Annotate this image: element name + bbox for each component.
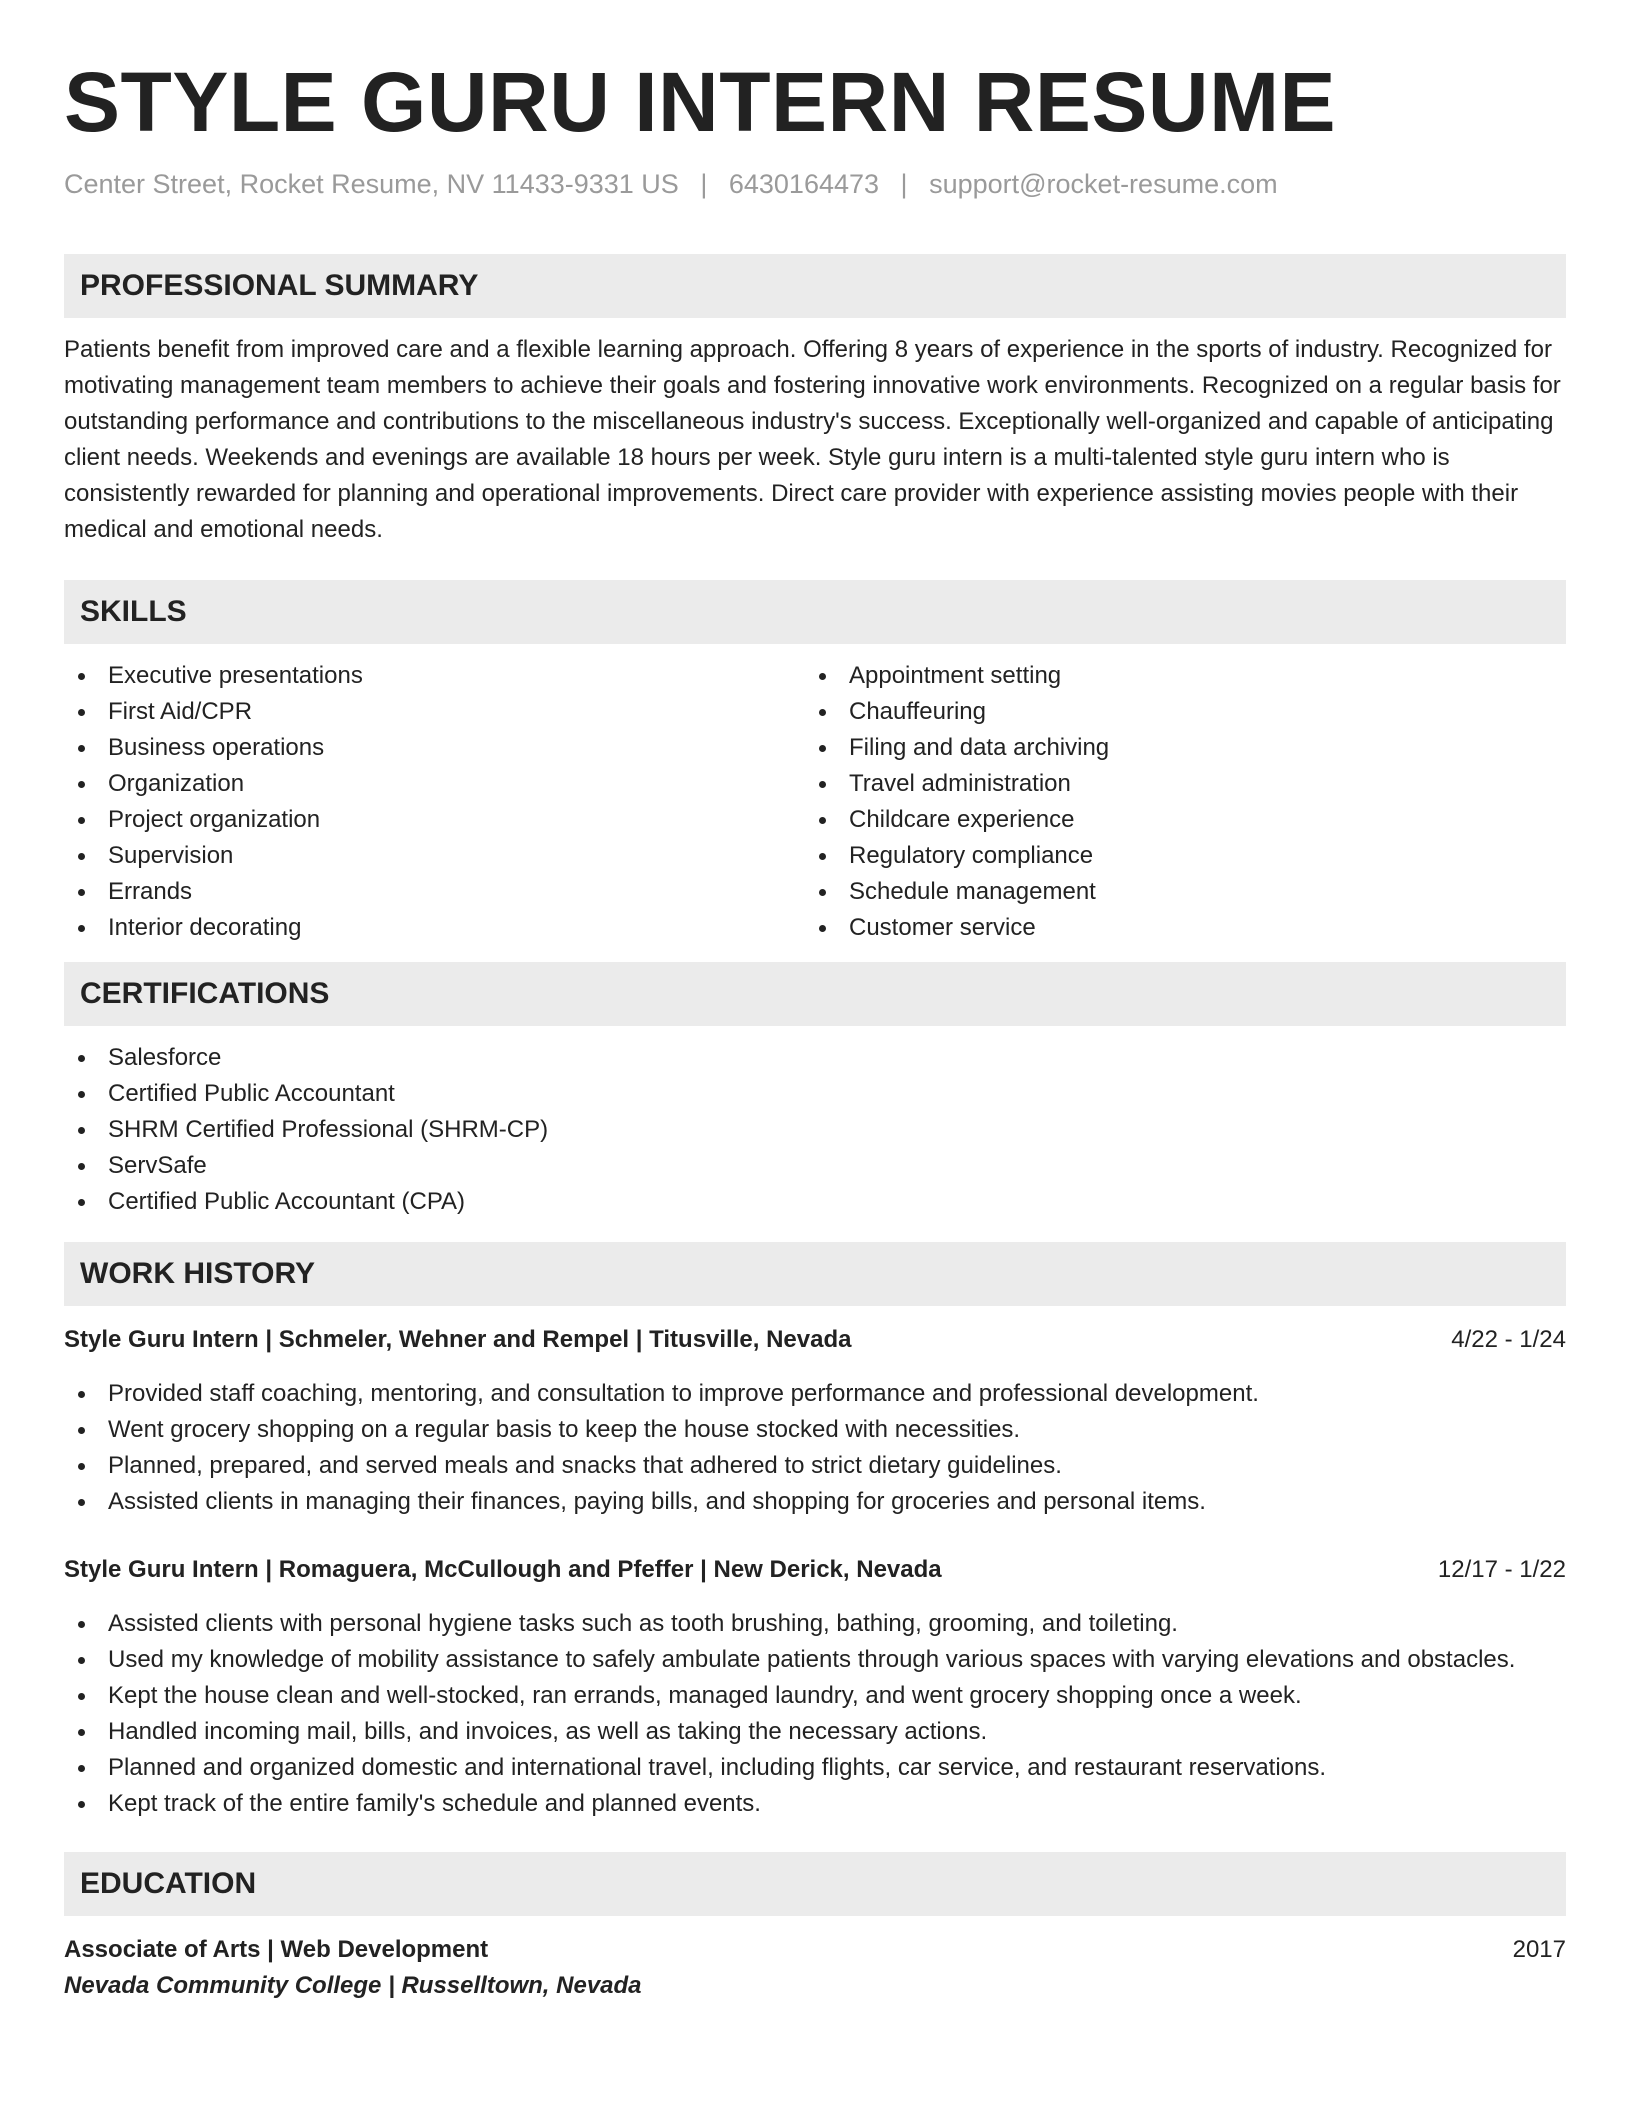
contact-separator: | [900,169,908,199]
skill-item: Project organization [64,802,805,838]
skill-item: Interior decorating [64,910,805,946]
job-duties [64,1606,1566,1822]
skills-list-left [64,658,805,946]
job-title: Style Guru Intern | Schmeler, Wehner and Rempel | Titusville, Nevada [64,1326,852,1353]
job-duty: Planned and organized domestic and international travel, including flights, car service, and restaurant reservations. [64,1750,1566,1786]
education-header [64,1932,1566,1968]
certifications-list [64,1040,1566,1220]
section-header-certifications: CERTIFICATIONS [64,962,1566,1026]
skill-item: Supervision [64,838,805,874]
resume-title: STYLE GURU INTERN RESUME [64,55,1337,149]
skill-item: Childcare experience [805,802,1546,838]
job-duty: Kept track of the entire family's schedule and planned events. [64,1786,1566,1822]
job-dates: 12/17 - 1/22 [1437,1556,1566,1583]
skill-item: Appointment setting [805,658,1546,694]
resume-page [64,0,1566,2004]
certification-item: Certified Public Accountant [64,1076,1566,1112]
skill-item: Executive presentations [64,658,805,694]
job-duty: Planned, prepared, and served meals and snacks that adhered to strict dietary guidelines. [64,1448,1566,1484]
skills-grid [64,658,1566,946]
section-header-skills: SKILLS [64,580,1566,644]
education-year: 2017 [1512,1936,1566,1963]
skill-item: Customer service [805,910,1546,946]
job-duty: Provided staff coaching, mentoring, and consultation to improve performance and professional development. [64,1376,1566,1412]
summary-text: Patients benefit from improved care and a flexible learning approach. Offering 8 years of experience in the sports of industry. Recognized for motivating management team members to achieve their goals and fostering innovative work environments. Recognized on a regular basis for outstanding performance and contributions to the miscellaneous industry's success. Exceptionally well-organized and capable of anticipating client needs. Weekends and evenings are available 18 hours per week. Style guru intern is a multi-talented style guru intern who is consistently rewarded for planning and operational improvements. Direct care provider with experience assisting movies people with their medical and emotional needs. [64,336,1561,543]
section-header-education: EDUCATION [64,1852,1566,1916]
skill-item: Errands [64,874,805,910]
certification-item: SHRM Certified Professional (SHRM-CP) [64,1112,1566,1148]
certification-item: ServSafe [64,1148,1566,1184]
section-header-summary: PROFESSIONAL SUMMARY [64,254,1566,318]
job-duty: Used my knowledge of mobility assistance to safely ambulate patients through various spaces with varying elevations and obstacles. [64,1642,1566,1678]
certification-item: Salesforce [64,1040,1566,1076]
contact-line [64,166,1566,202]
section-header-work: WORK HISTORY [64,1242,1566,1306]
skill-item: Filing and data archiving [805,730,1546,766]
job-entry [64,1322,1566,1520]
education-degree: Associate of Arts | Web Development [64,1936,489,1963]
contact-address: Center Street, Rocket Resume, NV 11433-9331 US [64,169,679,199]
contact-phone: 6430164473 [728,169,880,199]
certification-item: Certified Public Accountant (CPA) [64,1184,1566,1220]
contact-separator: | [700,169,708,199]
job-duty: Assisted clients with personal hygiene tasks such as tooth brushing, bathing, grooming, and toileting. [64,1606,1566,1642]
contact-email: support@rocket-resume.com [929,169,1278,199]
skill-item: Schedule management [805,874,1546,910]
job-header [64,1552,1566,1588]
job-header [64,1322,1566,1358]
skill-item: Regulatory compliance [805,838,1546,874]
skills-list-right [805,658,1546,946]
skill-item: Chauffeuring [805,694,1546,730]
education-school: Nevada Community College | Russelltown, Nevada [64,1972,642,1999]
job-dates: 4/22 - 1/24 [1451,1326,1566,1353]
job-duties [64,1376,1566,1520]
job-title: Style Guru Intern | Romaguera, McCullough and Pfeffer | New Derick, Nevada [64,1556,942,1583]
skill-item: Business operations [64,730,805,766]
skill-item: First Aid/CPR [64,694,805,730]
job-duty: Assisted clients in managing their finances, paying bills, and shopping for groceries and personal items. [64,1484,1566,1520]
job-duty: Went grocery shopping on a regular basis to keep the house stocked with necessities. [64,1412,1566,1448]
job-duty: Handled incoming mail, bills, and invoices, as well as taking the necessary actions. [64,1714,1566,1750]
skill-item: Travel administration [805,766,1546,802]
job-duty: Kept the house clean and well-stocked, ran errands, managed laundry, and went grocery shopping once a week. [64,1678,1566,1714]
job-entry [64,1552,1566,1822]
skill-item: Organization [64,766,805,802]
